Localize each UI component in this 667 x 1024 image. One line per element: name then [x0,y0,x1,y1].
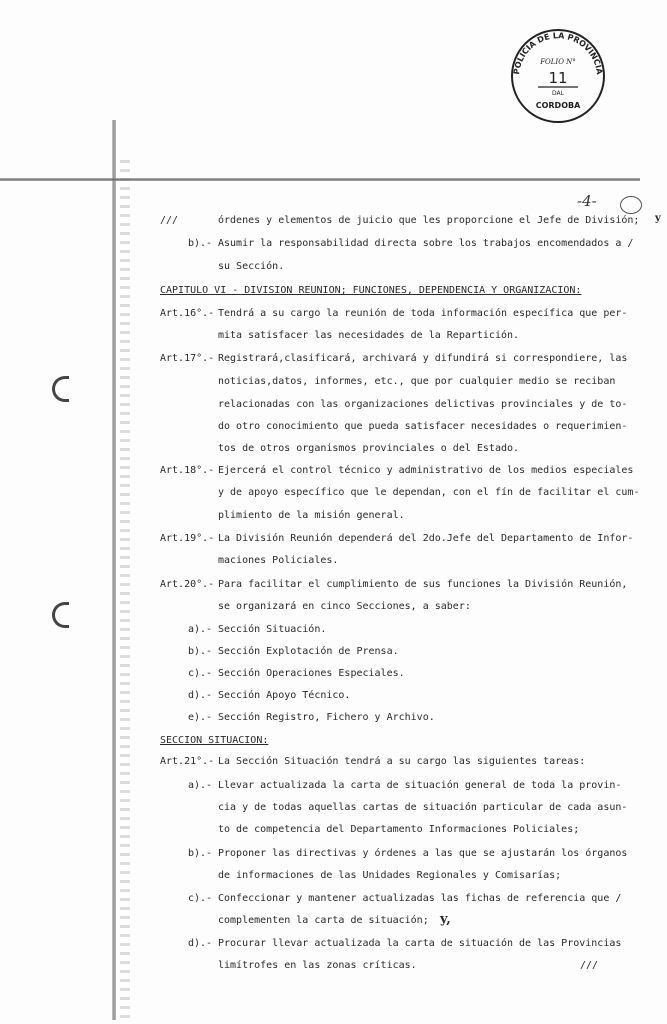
list-marker: e).- [188,712,213,723]
text-line: relacionadas con las organizaciones delictivas provinciales y de to- [218,399,628,410]
article-number: Art.16°.- [160,308,215,319]
text-line: órdenes y elementos de juicio que les proporcione el Jefe de División; [218,215,640,226]
binding-shadow [120,160,130,1020]
stamp-top-text: POLICIA DE LA PROVINCIA [512,31,604,76]
text-line: Para facilitar el cumplimiento de sus funciones la División Reunión, [218,579,628,590]
text-line: Sección Explotación de Prensa. [218,646,399,657]
text-line: Sección Apoyo Técnico. [218,690,351,701]
list-marker: a).- [188,780,213,791]
text-line: y de apoyo específico que le dependan, con el fín de facilitar el cum- [218,487,640,498]
article-number: Art.19°.- [160,533,215,544]
section-heading: SECCION SITUACION: [160,735,269,746]
text-line: limítrofes en las zonas críticas. [218,960,417,971]
text-line: La Sección Situación tendrá a su cargo las siguientes tareas: [218,756,586,767]
text-line: Sección Situación. [218,624,327,635]
text-line: se organizará en cinco Secciones, a saber: [218,601,471,612]
article-number: Art.18°.- [160,465,215,476]
page-number-handwritten: -4- [577,192,597,210]
text-line: noticias,datos, informes, etc., que por cualquier medio se reciban [218,376,616,387]
article-number: Art.17°.- [160,353,215,364]
text-line: Proponer las directivas y órdenes a las que se ajustarán los órganos [218,848,628,859]
handwritten-annotation: y, [440,912,451,927]
list-marker: c).- [188,893,213,904]
stamp-bottom-text: CORDOBA [535,101,581,110]
stamp-mid-text: DAL [552,90,564,97]
fold-line [0,178,640,181]
punch-hole [52,602,69,628]
text-line: Tendrá a su cargo la reunión de toda información específica que per- [218,308,628,319]
list-marker: b).- [188,238,213,249]
folio-stamp [510,28,606,124]
text-line: Confeccionar y mantener actualizadas las fichas de referencia que / [218,893,622,904]
handwritten-circle [620,196,642,214]
text-line: plimiento de la misión general. [218,510,405,521]
text-line: Asumir la responsabilidad directa sobre los trabajos encomendados a / [218,238,634,249]
text-line: tos de otros organismos provinciales o del Estado. [218,443,520,454]
list-marker: d).- [188,938,213,949]
list-marker: a).- [188,624,213,635]
text-line: La División Reunión dependerá del 2do.Jefe del Departamento de Infor- [218,533,634,544]
list-marker: b).- [188,848,213,859]
list-marker: d).- [188,690,213,701]
text-line: to de competencia del Departamento Informaciones Policiales; [218,824,580,835]
text-line: maciones Policiales. [218,555,339,566]
section-heading: CAPITULO VI - DIVISION REUNION; FUNCIONES, DEPENDENCIA Y ORGANIZACION: [160,285,582,296]
text-line: su Sección. [218,261,285,272]
article-number: Art.21°.- [160,756,215,767]
list-marker: b).- [188,646,213,657]
list-marker: c).- [188,668,213,679]
text-line: Registrará,clasificará, archivará y difundirá si correspondiere, las [218,353,628,364]
text-line: complementen la carta de situación; [218,915,429,926]
stamp-folio-number: 11 [548,69,568,87]
stamp-folio-label: FOLIO N° [540,58,576,66]
text-line: mita satisfacer las necesidades de la Repartición. [218,330,520,341]
continuation-mark: /// [580,960,599,971]
text-line: Procurar llevar actualizada la carta de situación de las Provincias [218,938,622,949]
handwritten-annotation-top: y [655,213,661,224]
binding-edge [112,120,116,1020]
list-marker: /// [160,215,179,226]
text-line: de informaciones de las Unidades Regionales y Comisarías; [218,870,562,881]
text-line: Llevar actualizada la carta de situación general de toda la provin- [218,780,622,791]
text-line: do otro conocimiento que pueda satisfacer necesidades o requerimien- [218,421,628,432]
text-line: Sección Operaciones Especiales. [218,668,405,679]
article-number: Art.20°.- [160,579,215,590]
text-line: Sección Registro, Fichero y Archivo. [218,712,435,723]
text-line: cia y de todas aquellas cartas de situación particular de cada asun- [218,802,628,813]
text-line: Ejercerá el control técnico y administrativo de los medios especiales [218,465,634,476]
punch-hole [52,376,69,402]
